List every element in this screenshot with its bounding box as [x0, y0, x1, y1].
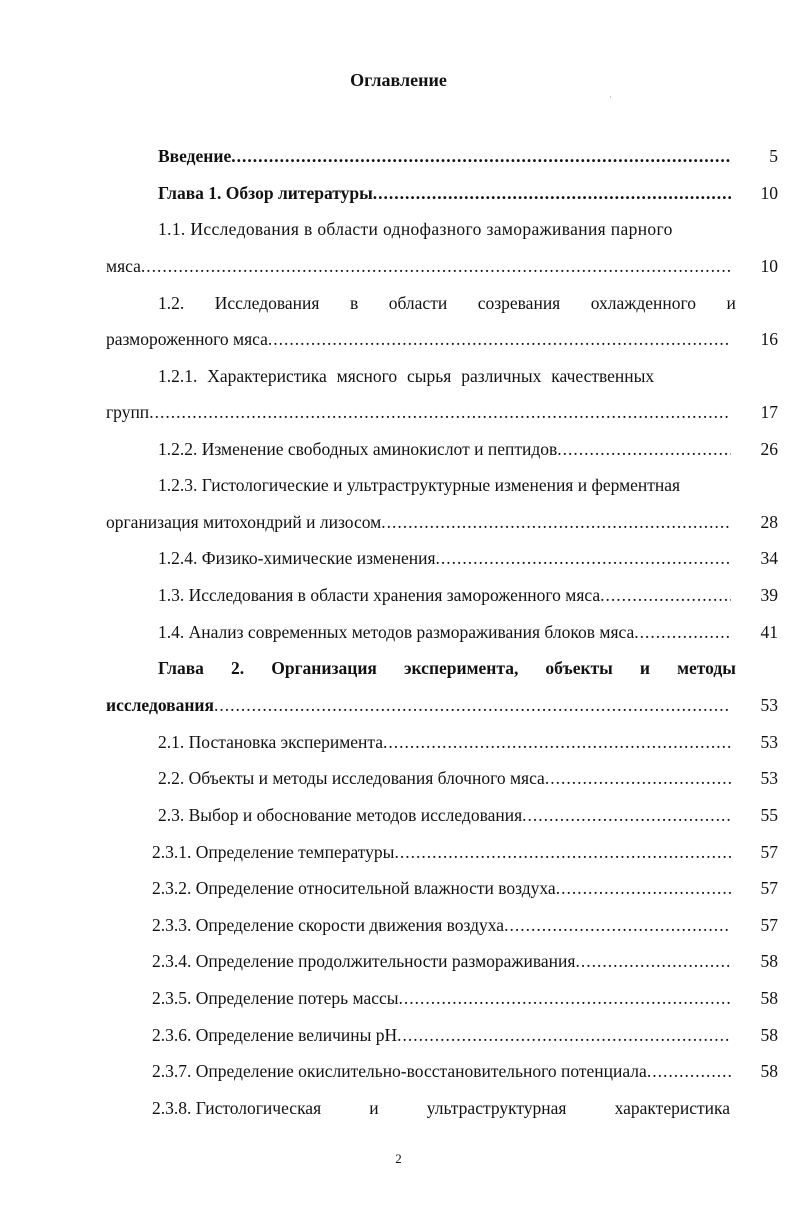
scan-speck: ·	[609, 93, 612, 102]
toc-page-number: 57	[760, 842, 778, 862]
toc-entry[interactable]	[158, 582, 731, 608]
toc-word: эксперимента,	[403, 658, 519, 678]
toc-page-number: 58	[760, 988, 778, 1008]
toc-page-number: 55	[760, 805, 778, 825]
toc-word: характеристика	[614, 1098, 730, 1118]
leader-dots	[149, 399, 731, 425]
toc-word: 2.	[231, 658, 245, 678]
toc-entry[interactable]	[158, 363, 736, 389]
toc-word: охлажденного	[590, 293, 697, 313]
toc-entry-text: 1.2.3. Гистологические и ультраструктурные изменения и ферментная	[158, 475, 681, 495]
toc-word: Организация	[271, 658, 377, 678]
toc-entry-text: 2.2. Объекты и методы исследования блочного мяса	[158, 768, 545, 788]
leader-dots	[231, 143, 731, 169]
toc-entry[interactable]	[152, 985, 731, 1011]
toc-page-number: 58	[760, 1025, 778, 1045]
toc-entry[interactable]	[158, 143, 731, 169]
toc-entry-text: размороженного мяса	[106, 329, 268, 349]
toc-page-number: 58	[760, 1061, 778, 1081]
toc-entry-text: исследования	[106, 695, 214, 715]
toc-entry-text: 1.2.1. Характеристика мясного сырья различных качественных	[158, 366, 655, 386]
leader-dots	[600, 582, 731, 608]
toc-word: и	[726, 293, 736, 313]
leader-dots	[634, 619, 731, 645]
toc-entry-text: 1.1. Исследования в области однофазного замораживания парного	[158, 219, 673, 239]
toc-page-number: 28	[760, 512, 778, 532]
leader-dots	[557, 436, 731, 462]
toc-entry[interactable]	[158, 436, 731, 462]
toc-page-number: 57	[760, 878, 778, 898]
toc-word: 2.3.8. Гистологическая	[152, 1098, 322, 1118]
toc-word: в	[349, 293, 359, 313]
page-number: 2	[395, 1151, 402, 1166]
toc-entry[interactable]	[158, 545, 731, 571]
toc-entry[interactable]	[152, 912, 731, 938]
toc-entry[interactable]	[158, 472, 736, 498]
toc-page-number: 10	[760, 256, 778, 276]
leader-dots	[373, 180, 731, 206]
toc-word: области	[388, 293, 448, 313]
toc-entry[interactable]	[152, 1095, 730, 1121]
toc-word: 1.2.	[158, 293, 185, 313]
toc-page-number: 26	[760, 439, 778, 459]
toc-entry-text: 2.3.7. Определение окислительно-восстановительного потенциала	[152, 1061, 647, 1081]
toc-page-number: 53	[760, 732, 778, 752]
toc-entry[interactable]	[158, 802, 731, 828]
toc-entry-text: 1.3. Исследования в области хранения замороженного мяса	[158, 585, 601, 605]
toc-entry[interactable]	[158, 619, 731, 645]
leader-dots	[214, 692, 731, 718]
toc-word: созревания	[477, 293, 561, 313]
toc-entry-text: Глава 1. Обзор литературы	[158, 183, 373, 203]
toc-entry[interactable]	[152, 875, 731, 901]
toc-page-number: 39	[760, 585, 778, 605]
toc-title: Оглавление	[350, 70, 447, 90]
toc-entry-continuation[interactable]	[106, 253, 731, 279]
toc-page-number: 57	[760, 915, 778, 935]
toc-entry[interactable]	[158, 180, 731, 206]
leader-dots	[268, 326, 731, 352]
toc-word: методы	[677, 658, 736, 678]
toc-word: ультраструктурная	[426, 1098, 567, 1118]
toc-entry-text: 2.1. Постановка эксперимента	[158, 732, 384, 752]
leader-dots	[522, 802, 731, 828]
toc-entry-text: 2.3.2. Определение относительной влажности воздуха	[152, 878, 556, 898]
toc-entry-text: 2.3.3. Определение скорости движения воздуха	[152, 915, 505, 935]
leader-dots	[436, 545, 731, 571]
toc-entry-text: 2.3.4. Определение продолжительности размораживания	[152, 951, 576, 971]
toc-entry-text: 2.3.1. Определение температуры	[152, 842, 395, 862]
toc-entry-text: Введение	[158, 146, 232, 166]
toc-page-number: 16	[760, 329, 778, 349]
leader-dots	[545, 765, 731, 791]
toc-entry-text: 2.3. Выбор и обоснование методов исследования	[158, 805, 523, 825]
toc-entry[interactable]	[158, 290, 736, 316]
toc-word: Глава	[158, 658, 204, 678]
toc-entry[interactable]	[158, 216, 736, 242]
toc-word: и	[639, 658, 650, 678]
toc-word: объекты	[545, 658, 613, 678]
toc-entry[interactable]	[158, 655, 736, 681]
toc-entry-continuation[interactable]	[106, 399, 731, 425]
toc-entry-text: 1.4. Анализ современных методов размораживания блоков мяса	[158, 622, 635, 642]
toc-page-number: 41	[760, 622, 778, 642]
toc-entry[interactable]	[152, 1022, 731, 1048]
toc-entry-continuation[interactable]	[106, 326, 731, 352]
toc-entry-text: мяса	[106, 256, 141, 276]
leader-dots	[141, 253, 731, 279]
toc-page-number: 53	[760, 768, 778, 788]
toc-entry-text: 1.2.2. Изменение свободных аминокислот и пептидов	[158, 439, 558, 459]
leader-dots	[556, 875, 731, 901]
leader-dots	[394, 839, 731, 865]
leader-dots	[383, 729, 731, 755]
leader-dots	[647, 1058, 731, 1084]
leader-dots	[381, 509, 731, 535]
toc-entry[interactable]	[152, 948, 731, 974]
toc-entry[interactable]	[158, 765, 731, 791]
toc-page-number: 58	[760, 951, 778, 971]
toc-entry[interactable]	[152, 1058, 731, 1084]
toc-word: Исследования	[214, 293, 320, 313]
leader-dots	[504, 912, 731, 938]
toc-entry-text: 2.3.6. Определение величины рН	[152, 1025, 398, 1045]
toc-page-number: 53	[760, 695, 778, 715]
toc-page-number: 34	[760, 548, 778, 568]
toc-page-number: 17	[760, 402, 778, 422]
toc-entry-text: 1.2.4. Физико-химические изменения	[158, 548, 436, 568]
leader-dots	[575, 948, 731, 974]
toc-entry-text: групп	[106, 402, 150, 422]
leader-dots	[397, 1022, 731, 1048]
leader-dots	[399, 985, 731, 1011]
toc-page-number: 5	[769, 146, 778, 166]
toc-entry[interactable]	[158, 729, 731, 755]
toc-entry[interactable]	[152, 839, 731, 865]
toc-page-number: 10	[760, 183, 778, 203]
toc-entry-continuation[interactable]	[106, 692, 731, 718]
toc-entry-text: организация митохондрий и лизосом	[106, 512, 382, 532]
toc-word: и	[369, 1098, 379, 1118]
toc-entry-continuation[interactable]	[106, 509, 731, 535]
toc-entry-text: 2.3.5. Определение потерь массы	[152, 988, 399, 1008]
